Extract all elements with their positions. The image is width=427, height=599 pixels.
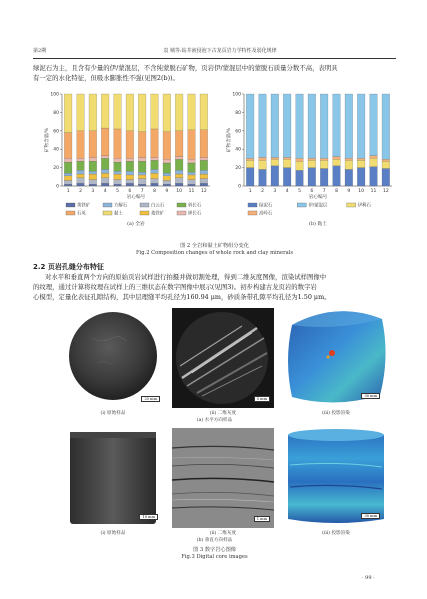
legend-label: 菱铁矿 xyxy=(151,211,165,217)
bar-segment-斜长石 xyxy=(64,162,72,173)
bar-segment-绿泥石 xyxy=(357,168,365,186)
bar-segment-黏土 xyxy=(114,94,122,129)
x-axis-label: 岩心编号 xyxy=(308,195,328,200)
bar-segment-黏土 xyxy=(151,94,159,129)
bar-segment-斜长石 xyxy=(175,159,183,170)
bar-segment-斜长石 xyxy=(200,160,208,170)
bar-segment-白云石 xyxy=(77,178,85,184)
bar-segment-黏土 xyxy=(77,94,85,131)
bar-segment-黄铁矿 xyxy=(64,184,72,186)
bar-segment-伊/蒙混层 xyxy=(271,94,279,157)
row-label-vertical: (b) 垂直方向样品 xyxy=(196,538,233,543)
chart-sublabel: (b) 黏土 xyxy=(309,222,327,227)
header-rule xyxy=(33,58,396,59)
bar-segment-高岭石 xyxy=(320,158,328,160)
legend-label: 钾长石 xyxy=(188,211,202,217)
bar-segment-伊/蒙混层 xyxy=(283,94,291,157)
bar-segment-斜长石 xyxy=(126,161,134,171)
bar-segment-菱铁矿 xyxy=(138,175,146,179)
bar-segment-伊/蒙混层 xyxy=(333,94,341,157)
bar-segment-高岭石 xyxy=(271,157,279,159)
bar-segment-方解石 xyxy=(126,171,134,175)
bar-segment-钾长石 xyxy=(175,157,183,160)
legend-label: 绿泥石 xyxy=(259,203,273,209)
y-tick-label: 40 xyxy=(53,147,59,153)
bar-segment-白云石 xyxy=(138,179,146,185)
legend-swatch xyxy=(248,211,257,215)
bar-segment-绿泥石 xyxy=(333,166,341,186)
bar-segment-黄铁矿 xyxy=(126,183,134,186)
legend-label: 高岭石 xyxy=(259,211,273,217)
x-tick-label: 12 xyxy=(382,189,389,194)
bar-segment-菱铁矿 xyxy=(77,174,85,178)
x-axis-label: 岩心编号 xyxy=(126,195,146,200)
bar-segment-黄铁矿 xyxy=(77,183,85,186)
bar-segment-钾长石 xyxy=(77,158,85,161)
legend-label: 方解石 xyxy=(114,203,128,209)
bar-segment-白云石 xyxy=(64,180,72,184)
bar-segment-钾长石 xyxy=(101,156,109,159)
intro-line-1: 绿泥石为主，且含有少量的伊/蒙混层，不含纯蒙脱石矿物，页岩伊/蒙混层中的蒙脱石质量分数不高，表明具 xyxy=(33,64,338,72)
x-tick-label: 10 xyxy=(358,189,365,194)
x-tick-label: 5 xyxy=(298,189,301,194)
y-tick-label: 60 xyxy=(235,129,241,135)
bar-segment-绿泥石 xyxy=(308,168,316,186)
x-tick-label: 5 xyxy=(116,189,119,194)
bar-segment-方解石 xyxy=(175,170,183,174)
journal-issue: 第2期 xyxy=(33,48,47,54)
bar-segment-伊/蒙混层 xyxy=(259,94,267,157)
legend-label: 斜长石 xyxy=(188,203,202,209)
legend-swatch xyxy=(103,211,112,215)
legend-swatch xyxy=(140,203,149,207)
bar-segment-伊/蒙混层 xyxy=(345,94,353,158)
x-tick-label: 8 xyxy=(335,189,338,194)
bar-segment-斜长石 xyxy=(163,163,171,173)
bar-segment-斜长石 xyxy=(138,161,146,172)
x-tick-label: 8 xyxy=(153,189,156,194)
bar-segment-白云石 xyxy=(101,178,109,184)
caption-grayscale: (ⅱ) 二维灰度 xyxy=(209,411,237,416)
bar-segment-黏土 xyxy=(89,94,97,131)
y-tick-label: 100 xyxy=(50,92,59,98)
bar-segment-高岭石 xyxy=(345,158,353,160)
bar-segment-方解石 xyxy=(188,172,196,175)
bar-segment-伊利石 xyxy=(308,160,316,167)
bar-segment-绿泥石 xyxy=(271,166,279,186)
bar-segment-黏土 xyxy=(64,94,72,133)
bar-segment-方解石 xyxy=(64,173,72,176)
bar-segment-黏土 xyxy=(175,94,183,131)
caption-projection: (ⅲ) 投影渲染 xyxy=(322,411,350,416)
bar-segment-石英 xyxy=(89,131,97,158)
body-line-1: 对水平和垂直两个方向的原始页岩试样进行拍摄并做切割处理，得到二维灰度图像，渲染试样图像中 xyxy=(45,273,327,281)
x-tick-label: 4 xyxy=(285,189,289,194)
bar-segment-斜长石 xyxy=(101,158,109,169)
bar-segment-菱铁矿 xyxy=(126,175,134,180)
bar-segment-黄铁矿 xyxy=(163,184,171,186)
x-tick-label: 9 xyxy=(165,189,169,194)
x-tick-label: 4 xyxy=(103,189,107,194)
bar-segment-绿泥石 xyxy=(296,170,304,186)
image-vertical-grayscale xyxy=(172,428,274,528)
bar-segment-方解石 xyxy=(151,169,159,173)
bar-segment-石英 xyxy=(126,131,134,159)
bar-segment-伊利石 xyxy=(370,158,378,166)
bar-segment-高岭石 xyxy=(357,158,365,160)
bar-segment-石英 xyxy=(175,131,183,157)
bar-segment-钾长石 xyxy=(89,157,97,161)
image-horizontal-grayscale xyxy=(172,308,274,408)
bar-segment-黄铁矿 xyxy=(175,183,183,186)
bar-segment-高岭石 xyxy=(333,157,341,160)
bar-segment-钾长石 xyxy=(188,159,196,163)
bar-segment-黄铁矿 xyxy=(89,184,97,186)
scale-label: 1 mm xyxy=(254,516,270,522)
y-tick-label: 20 xyxy=(235,166,241,172)
y-axis-label: 矿物含量/% xyxy=(227,127,232,153)
chart-clay xyxy=(222,86,397,236)
x-tick-label: 10 xyxy=(176,189,183,194)
bar-segment-石英 xyxy=(101,128,109,156)
bar-segment-菱铁矿 xyxy=(163,176,171,181)
scale-label: 25 mm xyxy=(141,396,160,402)
legend-swatch xyxy=(66,203,75,207)
page-number: · 99 · xyxy=(362,575,375,581)
legend-label: 黏土 xyxy=(114,211,123,217)
bar-segment-方解石 xyxy=(200,170,208,174)
bar-segment-伊/蒙混层 xyxy=(308,94,316,158)
y-tick-label: 80 xyxy=(53,110,59,116)
x-tick-label: 9 xyxy=(347,189,351,194)
bar-segment-菱铁矿 xyxy=(188,175,196,180)
bar-segment-斜长石 xyxy=(114,162,122,171)
bar-segment-绿泥石 xyxy=(320,169,328,186)
y-tick-label: 100 xyxy=(232,92,241,98)
bar-segment-高岭石 xyxy=(308,158,316,160)
legend-label: 黄铁矿 xyxy=(77,203,91,209)
bar-segment-方解石 xyxy=(101,169,109,173)
bar-segment-高岭石 xyxy=(382,159,390,161)
bar-segment-方解石 xyxy=(138,172,146,175)
bar-segment-白云石 xyxy=(89,180,97,185)
bar-segment-白云石 xyxy=(114,180,122,185)
bar-segment-钾长石 xyxy=(138,157,146,161)
bar-segment-斜长石 xyxy=(188,163,196,172)
body-line-2: 的纹理，通过计算将纹理在试样上的三维状态在数字图像中展示(见图3)。初步构建古龙页岩的数字岩 xyxy=(33,283,317,291)
bar-segment-黏土 xyxy=(188,94,196,130)
fig3-caption-cn: 图 3 数字岩心图像 xyxy=(193,547,236,553)
bar-segment-白云石 xyxy=(188,180,196,185)
chart-whole-rock xyxy=(40,86,215,236)
bar-segment-斜长石 xyxy=(151,160,159,169)
bar-segment-菱铁矿 xyxy=(101,173,109,178)
y-tick-label: 0 xyxy=(56,184,59,190)
bar-segment-石英 xyxy=(77,131,85,159)
x-tick-label: 12 xyxy=(200,189,207,194)
legend-swatch xyxy=(103,203,112,207)
bar-segment-黏土 xyxy=(163,94,171,132)
legend-label: 伊利石 xyxy=(357,203,371,209)
body-line-3: 心模型，定量化表征孔隙结构，其中层理缝平均孔径为160.94 μm，砂质条带孔隙平均孔径为1.50 μm。 xyxy=(33,293,331,301)
legend-label: 白云石 xyxy=(151,203,165,209)
x-tick-label: 2 xyxy=(261,189,264,194)
photo-vertical-original xyxy=(62,428,164,528)
x-tick-label: 11 xyxy=(188,189,195,194)
bar-segment-钾长石 xyxy=(151,157,159,160)
bar-segment-黏土 xyxy=(126,94,134,131)
bar-segment-石英 xyxy=(151,129,159,158)
legend-swatch xyxy=(347,203,356,207)
y-axis-label: 矿物含量/% xyxy=(45,127,50,153)
section-heading: 2.2 页岩孔缝分布特征 xyxy=(33,263,104,271)
bar-segment-黄铁矿 xyxy=(200,183,208,186)
scale-label: 5 mm xyxy=(254,396,270,402)
bar-segment-伊利石 xyxy=(382,161,390,168)
x-tick-label: 1 xyxy=(248,189,252,194)
bar-segment-伊/蒙混层 xyxy=(296,94,304,158)
bar-segment-钾长石 xyxy=(114,158,122,162)
legend-label: 石英 xyxy=(77,211,86,217)
bar-segment-黄铁矿 xyxy=(114,184,122,186)
scale-label: 30 mm xyxy=(361,393,380,399)
intro-paragraph xyxy=(33,63,396,83)
bar-segment-菱铁矿 xyxy=(89,174,97,180)
bar-segment-伊利石 xyxy=(320,160,328,168)
bar-segment-石英 xyxy=(114,129,122,158)
bar-segment-菱铁矿 xyxy=(175,174,183,178)
bar-segment-白云石 xyxy=(163,180,171,184)
bar-segment-黏土 xyxy=(200,94,208,130)
bar-segment-白云石 xyxy=(200,179,208,184)
bar-segment-方解石 xyxy=(77,170,85,174)
bar-segment-黄铁矿 xyxy=(151,183,159,186)
caption-original-sample: (ⅰ) 原始样品 xyxy=(100,531,126,536)
x-tick-label: 11 xyxy=(370,189,377,194)
legend-swatch xyxy=(177,203,186,207)
bar-segment-伊利石 xyxy=(246,160,254,167)
bar-segment-黄铁矿 xyxy=(101,183,109,186)
x-tick-label: 6 xyxy=(310,189,314,194)
x-tick-label: 3 xyxy=(273,189,277,194)
bar-segment-菱铁矿 xyxy=(64,176,72,181)
bar-segment-方解石 xyxy=(163,173,171,176)
fig2-caption-en: Fig.2 Composition changes of whole rock and clay minerals xyxy=(136,250,293,256)
bar-segment-绿泥石 xyxy=(382,169,390,186)
bar-segment-高岭石 xyxy=(246,158,254,160)
bar-segment-高岭石 xyxy=(370,156,378,159)
legend-swatch xyxy=(66,211,75,215)
bar-segment-黄铁矿 xyxy=(188,184,196,186)
bar-segment-绿泥石 xyxy=(370,167,378,186)
legend-swatch xyxy=(248,203,257,207)
bar-segment-白云石 xyxy=(175,178,183,184)
bar-segment-绿泥石 xyxy=(345,169,353,186)
row-label-horizontal: (a) 水平方向样品 xyxy=(196,418,233,423)
bar-segment-石英 xyxy=(138,132,146,158)
fig3-caption-en: Fig.3 Digital core images xyxy=(181,554,248,560)
bar-segment-斜长石 xyxy=(77,161,85,170)
caption-projection: (ⅲ) 投影渲染 xyxy=(322,531,350,536)
legend-swatch xyxy=(297,203,306,207)
bar-segment-高岭石 xyxy=(259,157,267,160)
intro-line-2: 有一定的水化特征，但吸水膨胀性不强(见图2(b))。 xyxy=(33,74,179,82)
bar-segment-石英 xyxy=(200,130,208,158)
bar-segment-白云石 xyxy=(151,179,159,184)
bar-segment-钾长石 xyxy=(126,158,134,161)
y-tick-label: 20 xyxy=(53,166,59,172)
bar-segment-伊/蒙混层 xyxy=(246,94,254,158)
bar-segment-高岭石 xyxy=(283,157,291,159)
bar-segment-黄铁矿 xyxy=(138,184,146,186)
bar-segment-黏土 xyxy=(101,94,109,128)
bar-segment-石英 xyxy=(163,132,171,160)
bar-segment-钾长石 xyxy=(163,159,171,163)
x-tick-label: 7 xyxy=(322,189,326,194)
bar-segment-伊利石 xyxy=(345,160,353,169)
bar-segment-伊利石 xyxy=(283,159,291,167)
chart-sublabel: (a) 全岩 xyxy=(127,222,145,227)
bar-segment-斜长石 xyxy=(89,161,97,171)
scale-label: 30 mm xyxy=(361,513,380,519)
body-paragraph xyxy=(33,272,396,302)
bar-segment-钾长石 xyxy=(64,158,72,162)
photo-horizontal-original xyxy=(62,308,164,408)
legend-swatch xyxy=(177,211,186,215)
bar-segment-伊利石 xyxy=(259,160,267,169)
fig2-caption-cn: 图 2 全岩和黏土矿物组分变化 xyxy=(180,243,249,249)
bar-segment-方解石 xyxy=(89,171,97,174)
bar-segment-绿泥石 xyxy=(283,168,291,186)
caption-original-sample: (ⅰ) 原始样品 xyxy=(100,411,126,416)
bar-segment-菱铁矿 xyxy=(114,174,122,180)
caption-grayscale: (ⅱ) 二维灰度 xyxy=(209,531,237,536)
bar-segment-菱铁矿 xyxy=(151,173,159,179)
bar-segment-高岭石 xyxy=(296,158,304,161)
x-tick-label: 2 xyxy=(79,189,82,194)
legend-label: 伊/蒙混层 xyxy=(308,203,328,209)
scale-label: 10 mm xyxy=(139,514,158,520)
y-tick-label: 40 xyxy=(235,147,241,153)
bar-segment-伊利石 xyxy=(333,159,341,165)
bar-segment-伊利石 xyxy=(271,159,279,165)
y-tick-label: 0 xyxy=(238,184,241,190)
running-header: 袁 城等:钻井液侵泡下古龙页岩力学特性及弱化规律 xyxy=(163,48,277,54)
y-tick-label: 60 xyxy=(53,129,59,135)
bar-segment-绿泥石 xyxy=(259,169,267,186)
bar-segment-伊/蒙混层 xyxy=(382,94,390,159)
bar-segment-黏土 xyxy=(138,94,146,132)
bar-segment-伊利石 xyxy=(296,161,304,170)
bar-segment-石英 xyxy=(64,133,72,159)
bar-segment-钾长石 xyxy=(200,157,208,160)
bar-segment-石英 xyxy=(188,130,196,159)
x-tick-label: 6 xyxy=(128,189,132,194)
bar-segment-伊利石 xyxy=(357,160,365,167)
bar-segment-伊/蒙混层 xyxy=(357,94,365,158)
legend-swatch xyxy=(140,211,149,215)
x-tick-label: 3 xyxy=(91,189,95,194)
bar-segment-绿泥石 xyxy=(246,168,254,186)
bar-segment-伊/蒙混层 xyxy=(320,94,328,158)
bar-segment-伊/蒙混层 xyxy=(370,94,378,156)
bar-segment-菱铁矿 xyxy=(200,174,208,179)
bar-segment-白云石 xyxy=(126,180,134,184)
render-horizontal-projection xyxy=(282,305,390,409)
y-tick-label: 80 xyxy=(235,110,241,116)
x-tick-label: 7 xyxy=(140,189,144,194)
bar-segment-方解石 xyxy=(114,171,122,174)
x-tick-label: 1 xyxy=(66,189,70,194)
render-vertical-projection xyxy=(282,425,390,529)
